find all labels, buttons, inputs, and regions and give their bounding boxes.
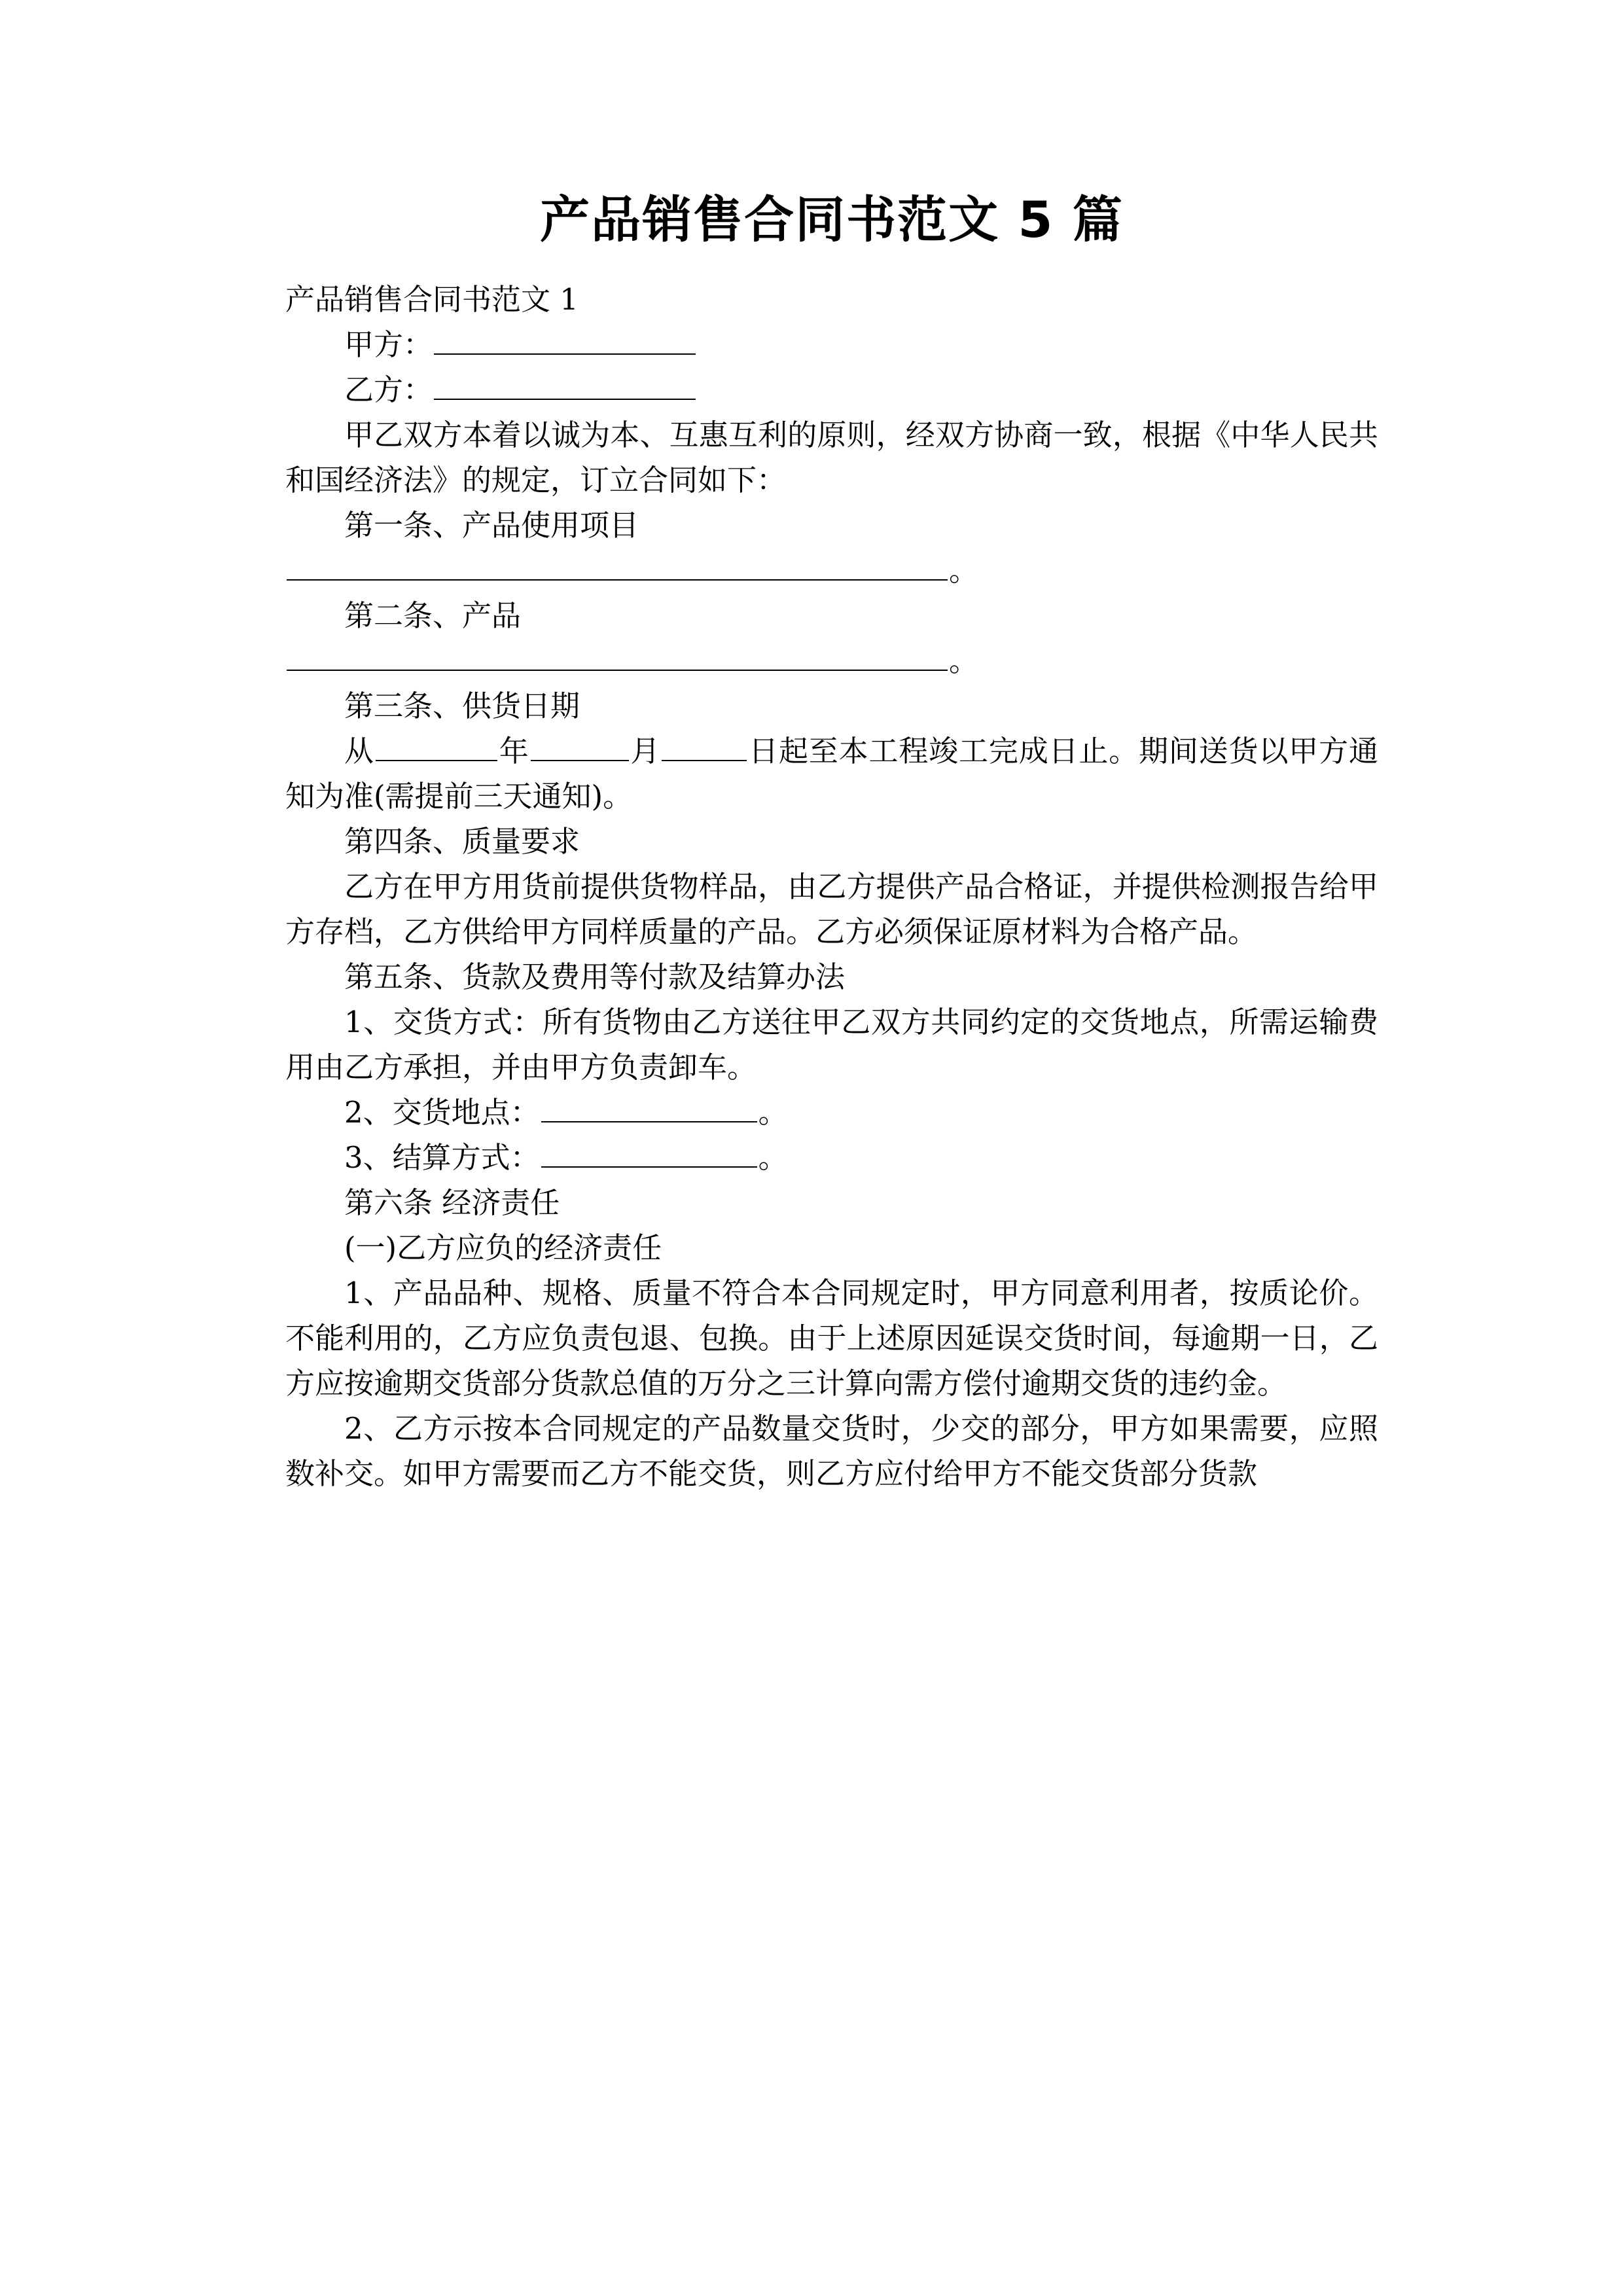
clause-3-prefix: 从 xyxy=(344,734,374,769)
party-a-row xyxy=(285,322,1378,367)
clause-4-text: 乙方在甲方用货前提供货物样品，由乙方提供产品合格证，并提供检测报告给甲方存档，乙方供给甲方同样质量的产品。乙方必须保证原材料为合格产品。 xyxy=(285,869,1378,950)
clause-3-year-input[interactable] xyxy=(376,732,497,761)
clause-5-item-2-period: 。 xyxy=(758,1095,788,1130)
clause-3-heading: 第三条、供货日期 xyxy=(344,689,580,724)
clause-3-suffix: 日起至本工程竣工完成日止。期间送货以甲方通知为准(需提前三天通知)。 xyxy=(285,734,1378,814)
clause-6-item-1: 1、产品品种、规格、质量不符合本合同规定时，甲方同意利用者，按质论价。不能利用的，乙方应负责包退、包换。由于上述原因延误交货时间，每逾期一日，乙方应按逾期交货部分货款总值的万分之三计算向需方偿付逾期交货的违约金。 xyxy=(285,1276,1378,1401)
clause-2-blank-row xyxy=(285,638,1378,683)
party-a-input[interactable] xyxy=(434,326,696,355)
delivery-location-input[interactable] xyxy=(541,1094,757,1122)
clause-3-month-input[interactable] xyxy=(531,732,629,761)
party-b-row xyxy=(285,367,1378,412)
clause-5-item-3-row xyxy=(285,1135,1378,1180)
clause-1-heading: 第一条、产品使用项目 xyxy=(344,508,639,543)
clause-5-item-1: 1、交货方式：所有货物由乙方送往甲乙双方共同约定的交货地点，所需运输费用由乙方承担，并由甲方负责卸车。 xyxy=(285,1005,1378,1085)
clause-5-heading: 第五条、货款及费用等付款及结算办法 xyxy=(344,960,846,995)
clause-1-input[interactable] xyxy=(287,552,948,581)
clause-6-heading: 第六条 经济责任 xyxy=(344,1185,560,1221)
clause-6-subheading: (一)乙方应负的经济责任 xyxy=(344,1230,662,1266)
clause-6-item-2: 2、乙方示按本合同规定的产品数量交货时，少交的部分，甲方如果需要，应照数补交。如甲方需要而乙方不能交货，则乙方应付给甲方不能交货部分货款 xyxy=(285,1411,1378,1492)
settlement-method-input[interactable] xyxy=(541,1139,757,1168)
clause-5-item-3-period: 。 xyxy=(758,1140,788,1175)
preamble-paragraph: 甲乙双方本着以诚为本、互惠互利的原则，经双方协商一致，根据《中华人民共和国经济法》的规定，订立合同如下： xyxy=(285,418,1378,498)
clause-2-period: 。 xyxy=(949,643,979,679)
party-b-label: 乙方： xyxy=(344,372,433,408)
clause-1-period: 。 xyxy=(949,553,979,588)
clause-3-month-unit: 月 xyxy=(630,734,661,769)
clause-5-item-2-label: 2、交货地点： xyxy=(344,1095,540,1130)
party-a-label: 甲方： xyxy=(344,327,433,363)
page-title: 产品销售合同书范文 5 篇 xyxy=(540,190,1124,249)
clause-1-blank-row xyxy=(285,548,1378,593)
clause-5-item-3-label: 3、结算方式： xyxy=(344,1140,540,1175)
party-b-input[interactable] xyxy=(434,371,696,400)
clause-2-heading: 第二条、产品 xyxy=(344,598,522,634)
clause-3-day-input[interactable] xyxy=(662,732,747,761)
clause-2-input[interactable] xyxy=(287,642,948,671)
document-subtitle: 产品销售合同书范文 1 xyxy=(285,282,579,317)
clause-3-year-unit: 年 xyxy=(498,734,529,769)
document-content xyxy=(285,0,1378,1496)
clause-3-date-paragraph xyxy=(285,728,1378,819)
clause-5-item-2-row xyxy=(285,1090,1378,1135)
clause-4-heading: 第四条、质量要求 xyxy=(344,824,580,859)
